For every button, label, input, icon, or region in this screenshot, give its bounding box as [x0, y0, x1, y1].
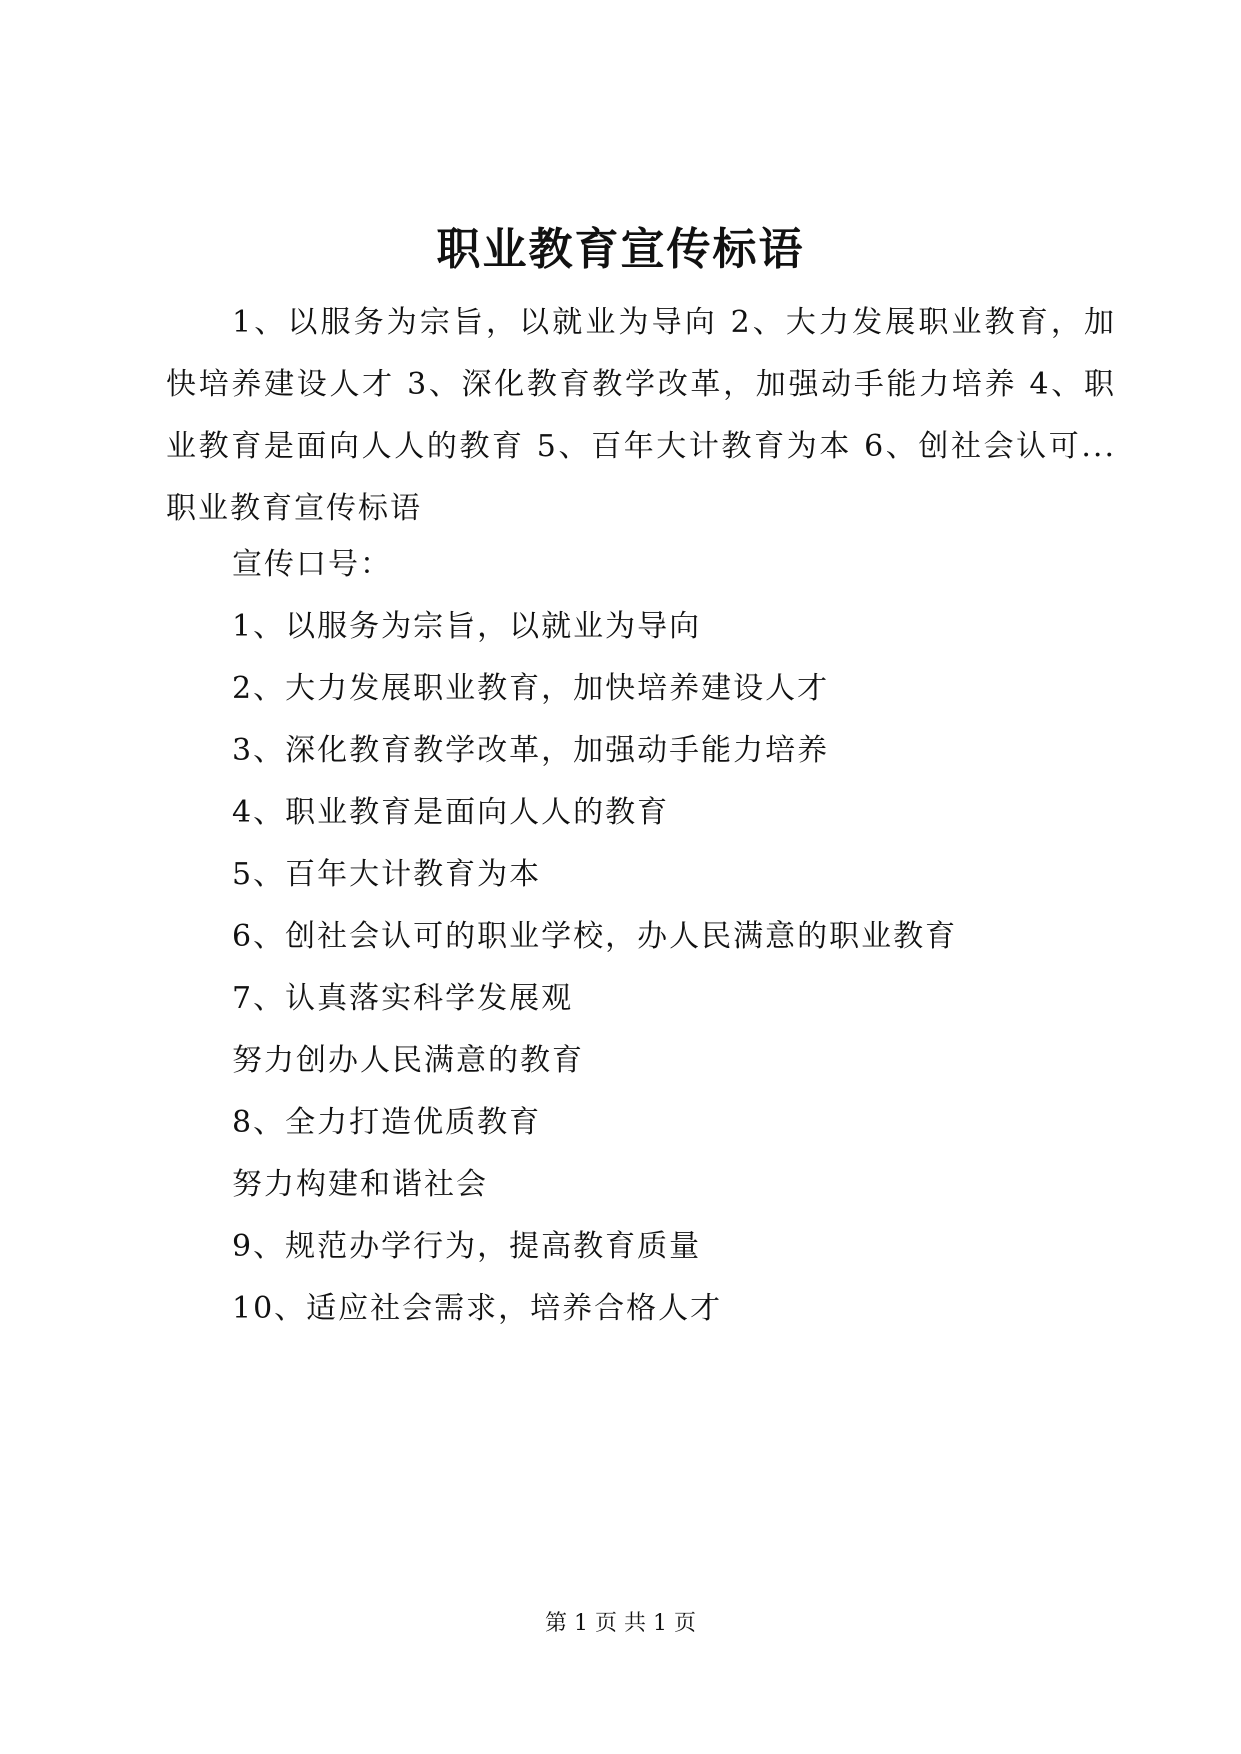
slogan-line: 7、认真落实科学发展观 [232, 981, 574, 1016]
slogan-line: 6、创社会认可的职业学校，办人民满意的职业教育 [232, 919, 958, 954]
page-title: 职业教育宣传标语 [436, 224, 805, 275]
slogan-line: 2、大力发展职业教育，加快培养建设人才 [232, 671, 830, 706]
slogan-line: 努力创办人民满意的教育 [232, 1043, 584, 1078]
intro-paragraph: 1、以服务为宗旨，以就业为导向 2、大力发展职业教育，加快培养建设人才 3、深化教育教学改革，加强动手能力培养 4、职业教育是面向人人的教育 5、百年大计教育为本 6、创社会认可...职业教育宣传标语 [166, 305, 1116, 526]
slogan-line: 8、全力打造优质教育 [232, 1105, 542, 1140]
slogan-line: 5、百年大计教育为本 [232, 857, 542, 892]
slogan-line: 4、职业教育是面向人人的教育 [232, 795, 670, 830]
slogan-line: 3、深化教育教学改革，加强动手能力培养 [232, 733, 830, 768]
slogan-heading: 宣传口号： [232, 547, 392, 582]
slogan-line: 努力构建和谐社会 [232, 1167, 488, 1202]
slogan-line: 10、适应社会需求，培养合格人才 [232, 1291, 723, 1326]
slogan-line: 1、以服务为宗旨，以就业为导向 [232, 609, 702, 644]
page-footer: 第 1 页 共 1 页 [545, 1611, 696, 1636]
slogan-line: 9、规范办学行为，提高教育质量 [232, 1229, 702, 1264]
